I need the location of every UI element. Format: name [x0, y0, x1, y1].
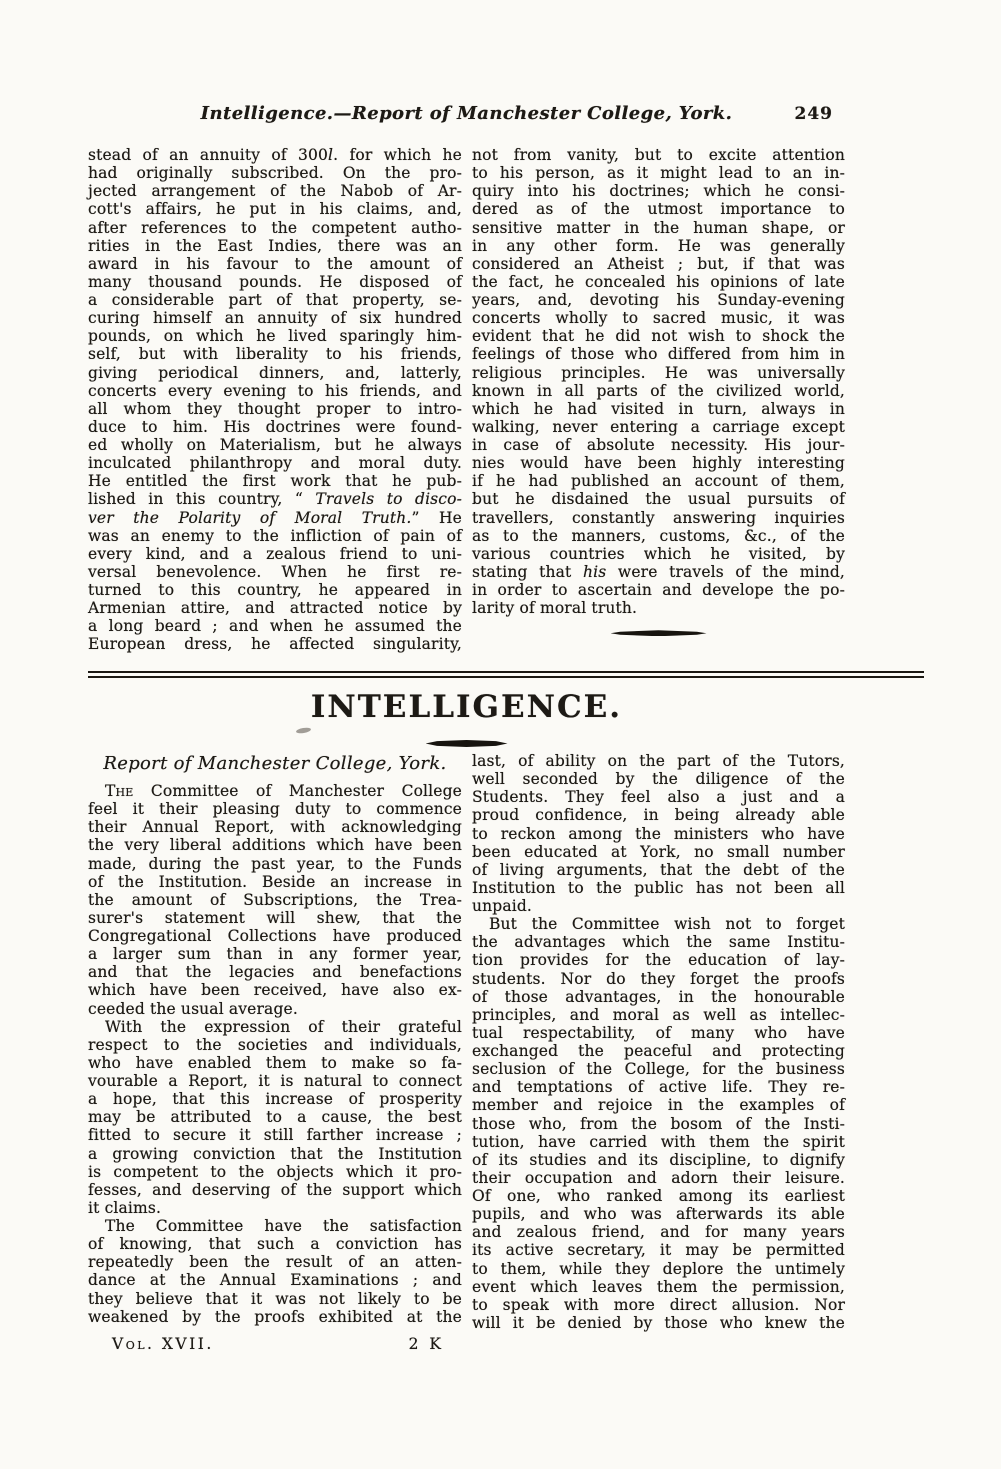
text-line: tual respectability, of many who have [472, 1023, 845, 1042]
text-line: With the expression of their grateful [105, 1017, 462, 1036]
text-line: considered an Atheist ; but, if that was [472, 254, 845, 273]
text-line: years, and, devoting his Sunday-evening [472, 291, 845, 309]
text-line: those who, from the bosom of the Insti- [472, 1114, 845, 1133]
text-line: duce to him. His doctrines were found- [88, 417, 462, 436]
text-line: ceeded the usual average. [88, 999, 298, 1018]
text-line: repeatedly been the result of an atten- [88, 1253, 462, 1272]
text-line: stead of an annuity of 300l. for which he [88, 146, 462, 164]
text-line: larity of moral truth. [472, 599, 638, 618]
text-line: walking, never entering a carriage except [472, 417, 845, 436]
text-line: to them, while they deplore the untimely [472, 1259, 845, 1278]
text-line: concerts wholly to sacred music, it was [472, 309, 845, 328]
text-line: every kind, and a zealous friend to uni- [88, 544, 462, 563]
text-line: respect to the societies and individuals, [88, 1035, 462, 1054]
text-line: turned to this country, he appeared in [88, 581, 462, 599]
text-line: European dress, he affected singularity, [88, 635, 462, 654]
text-line: to reckon among the ministers who have [472, 824, 845, 843]
text-line: they believe that it was not likely to be [88, 1289, 462, 1308]
heading-ornament-row [88, 740, 845, 747]
text-line: various countries which he visited, by [472, 544, 845, 563]
text-line: unpaid. [472, 897, 532, 915]
text-line: tution, have carried with them the spirit [472, 1132, 845, 1151]
printer-signature: 2 K [408, 1334, 444, 1353]
text-line: is competent to the objects which it pro- [88, 1162, 462, 1181]
report-section [88, 752, 845, 1353]
text-line: lished in this country, “ Travels to disco- [88, 490, 462, 509]
text-line: ed wholly on Materialism, but he always [88, 436, 462, 454]
tapered-rule-divider [611, 630, 707, 636]
text-line: in order to ascertain and develope the po- [472, 581, 845, 599]
page-number: 249 [794, 104, 833, 124]
text-line: of the Institution. Beside an increase in [88, 872, 462, 891]
text-line: jected arrangement of the Nabob of Ar- [88, 182, 462, 201]
text-line: may be attributed to a cause, the best [88, 1108, 462, 1127]
text-line: in case of absolute necessity. His jour- [472, 436, 845, 454]
text-line: their Annual Report, with acknowledging [88, 818, 462, 837]
text-line: ver the Polarity of Moral Truth.” He [88, 508, 462, 527]
text-line: He entitled the first work that he pub- [88, 472, 462, 491]
text-line: curing himself an annuity of six hundred [88, 309, 462, 328]
text-line: a long beard ; and when he assumed the [88, 617, 462, 636]
running-title: Intelligence.—Report of Manchester College, York. [200, 103, 733, 124]
text-line: travellers, constantly answering inquiries [472, 508, 845, 527]
text-line: inculcated philanthropy and moral duty. [88, 454, 462, 473]
text-line: who have enabled them to make so fa- [88, 1053, 462, 1072]
text-line: will it be denied by those who knew the [472, 1313, 845, 1332]
text-line: after references to the competent autho- [88, 218, 462, 237]
right-column-bottom [472, 752, 845, 1353]
text-line: versal benevolence. When he first re- [88, 562, 462, 581]
text-line: tion provides for the education of lay- [472, 951, 845, 970]
text-line: vourable a Report, it is natural to connect [88, 1072, 462, 1090]
left-column-top [88, 146, 462, 654]
text-line: and that the legacies and benefactions [88, 963, 462, 982]
text-line: many thousand pounds. He disposed of [88, 272, 462, 291]
text-line: nies would have been highly interesting [472, 454, 845, 473]
text-line: feel it their pleasing duty to commence [88, 800, 462, 819]
text-line: in any other form. He was generally [472, 236, 845, 255]
text-line: but he disdained the usual pursuits of [472, 490, 845, 509]
text-line: to his person, as it might lead to an in- [472, 164, 845, 183]
text-line: quiry into his doctrines; which he consi- [472, 182, 845, 201]
obituary-continuation-section [88, 146, 845, 654]
text-line: not from vanity, but to excite attention [472, 146, 845, 164]
text-line: But the Committee wish not to forget [489, 915, 845, 934]
text-line: made, during the past year, to the Funds [88, 854, 462, 873]
text-line: award in his favour to the amount of [88, 254, 462, 273]
text-line: the advantages which the same Institu- [472, 933, 845, 952]
page-header [88, 103, 845, 133]
text-line: to speak with more direct allusion. Nor [472, 1295, 845, 1314]
section-heading: INTELLIGENCE. [310, 689, 623, 725]
text-line: been educated at York, no small number [472, 842, 845, 861]
text-line: dered as of the utmost importance to [472, 200, 845, 219]
text-line: evident that he did not wish to shock the [472, 327, 845, 346]
text-line: students. Nor do they forget the proofs [472, 969, 845, 988]
text-line: known in all parts of the civilized world, [472, 381, 845, 400]
text-line: the very liberal additions which have been [88, 836, 462, 855]
text-line: it claims. [88, 1198, 162, 1217]
text-line: dance at the Annual Examinations ; and [88, 1271, 462, 1290]
page-footer [88, 1335, 462, 1353]
text-line: weakened by the proofs exhibited at the [88, 1307, 462, 1326]
text-line: Of one, who ranked among its earliest [472, 1187, 845, 1205]
right-column-top [472, 146, 845, 654]
text-line: exchanged the peaceful and protecting [472, 1042, 845, 1060]
left-column-bottom-text [88, 782, 462, 1326]
text-line: of its studies and its discipline, to dignify [472, 1150, 845, 1169]
text-line: rities in the East Indies, there was an [88, 236, 462, 255]
text-line: a growing conviction that the Institution [88, 1144, 462, 1163]
text-line: of living arguments, that the debt of the [472, 860, 845, 879]
text-line: seclusion of the College, for the business [472, 1060, 845, 1079]
text-line: the amount of Subscriptions, the Trea- [88, 890, 462, 909]
text-line: last, of ability on the part of the Tutors, [472, 752, 845, 770]
text-line: a considerable part of that property, se- [88, 291, 462, 309]
volume-label: Vol. XVII. [112, 1334, 214, 1353]
left-column-bottom [88, 752, 462, 1353]
section-divider-double-rule [88, 671, 924, 678]
text-line: which he had visited in turn, always in [472, 399, 845, 418]
text-line: pupils, and who was afterwards its able [472, 1205, 845, 1224]
text-line: fesses, and deserving of the support which [88, 1180, 462, 1199]
text-line: well seconded by the diligence of the [472, 770, 845, 789]
text-line: feelings of those who differed from him in [472, 345, 845, 364]
text-line: The Committee of Manchester College [105, 782, 462, 800]
text-line: member and rejoice in the examples of [472, 1096, 845, 1115]
text-line: principles, and moral as well as intellec- [472, 1005, 845, 1024]
text-line: sensitive matter in the human shape, or [472, 218, 845, 237]
article-heading: Report of Manchester College, York. [103, 753, 447, 774]
right-column-top-text [472, 146, 845, 617]
ink-smudge [296, 727, 312, 735]
text-line: if he had published an account of them, [472, 472, 845, 491]
text-line: and temptations of active life. They re- [472, 1078, 845, 1097]
text-line: religious principles. He was universally [472, 363, 845, 382]
text-line: was an enemy to the infliction of pain of [88, 526, 462, 545]
text-line: the fact, he concealed his opinions of late [472, 272, 845, 291]
text-line: a larger sum than in any former year, [88, 945, 462, 964]
text-line: had originally subscribed. On the pro- [88, 164, 462, 183]
text-line: stating that his were travels of the mind, [472, 562, 846, 581]
text-line: Institution to the public has not been all [472, 878, 845, 897]
text-line: their occupation and adorn their leisure. [472, 1168, 845, 1187]
text-line: Students. They feel also a just and a [472, 788, 845, 807]
text-line: event which leaves them the permission, [472, 1277, 845, 1296]
text-line: and zealous friend, and for many years [472, 1223, 845, 1242]
text-line: Armenian attire, and attracted notice by [88, 599, 462, 618]
text-line: which have been received, have also ex- [88, 981, 462, 1000]
text-line: proud confidence, in being already able [472, 806, 845, 825]
text-line: giving periodical dinners, and, latterly, [88, 363, 462, 382]
text-line: self, but with liberality to his friends, [88, 345, 462, 364]
text-line: concerts every evening to his friends, and [88, 381, 462, 400]
diamond-ornament [426, 740, 508, 747]
text-line: of knowing, that such a conviction has [88, 1235, 462, 1254]
text-line: of those advantages, in the honourable [472, 987, 845, 1006]
text-line: as to the manners, customs, &c., of the [472, 526, 845, 545]
text-line: The Committee have the satisfaction [105, 1217, 462, 1235]
text-line: pounds, on which he lived sparingly him- [88, 327, 462, 346]
text-line: its active secretary, it may be permitted [472, 1241, 845, 1260]
text-line: all whom they thought proper to intro- [88, 399, 462, 418]
text-line: surer's statement will shew, that the [88, 908, 462, 927]
text-line: fitted to secure it still farther increase ; [88, 1126, 462, 1145]
text-line: Congregational Collections have produced [88, 927, 462, 945]
text-line: cott's affairs, he put in his claims, and, [88, 200, 462, 219]
text-line: a hope, that this increase of prosperity [88, 1090, 462, 1109]
